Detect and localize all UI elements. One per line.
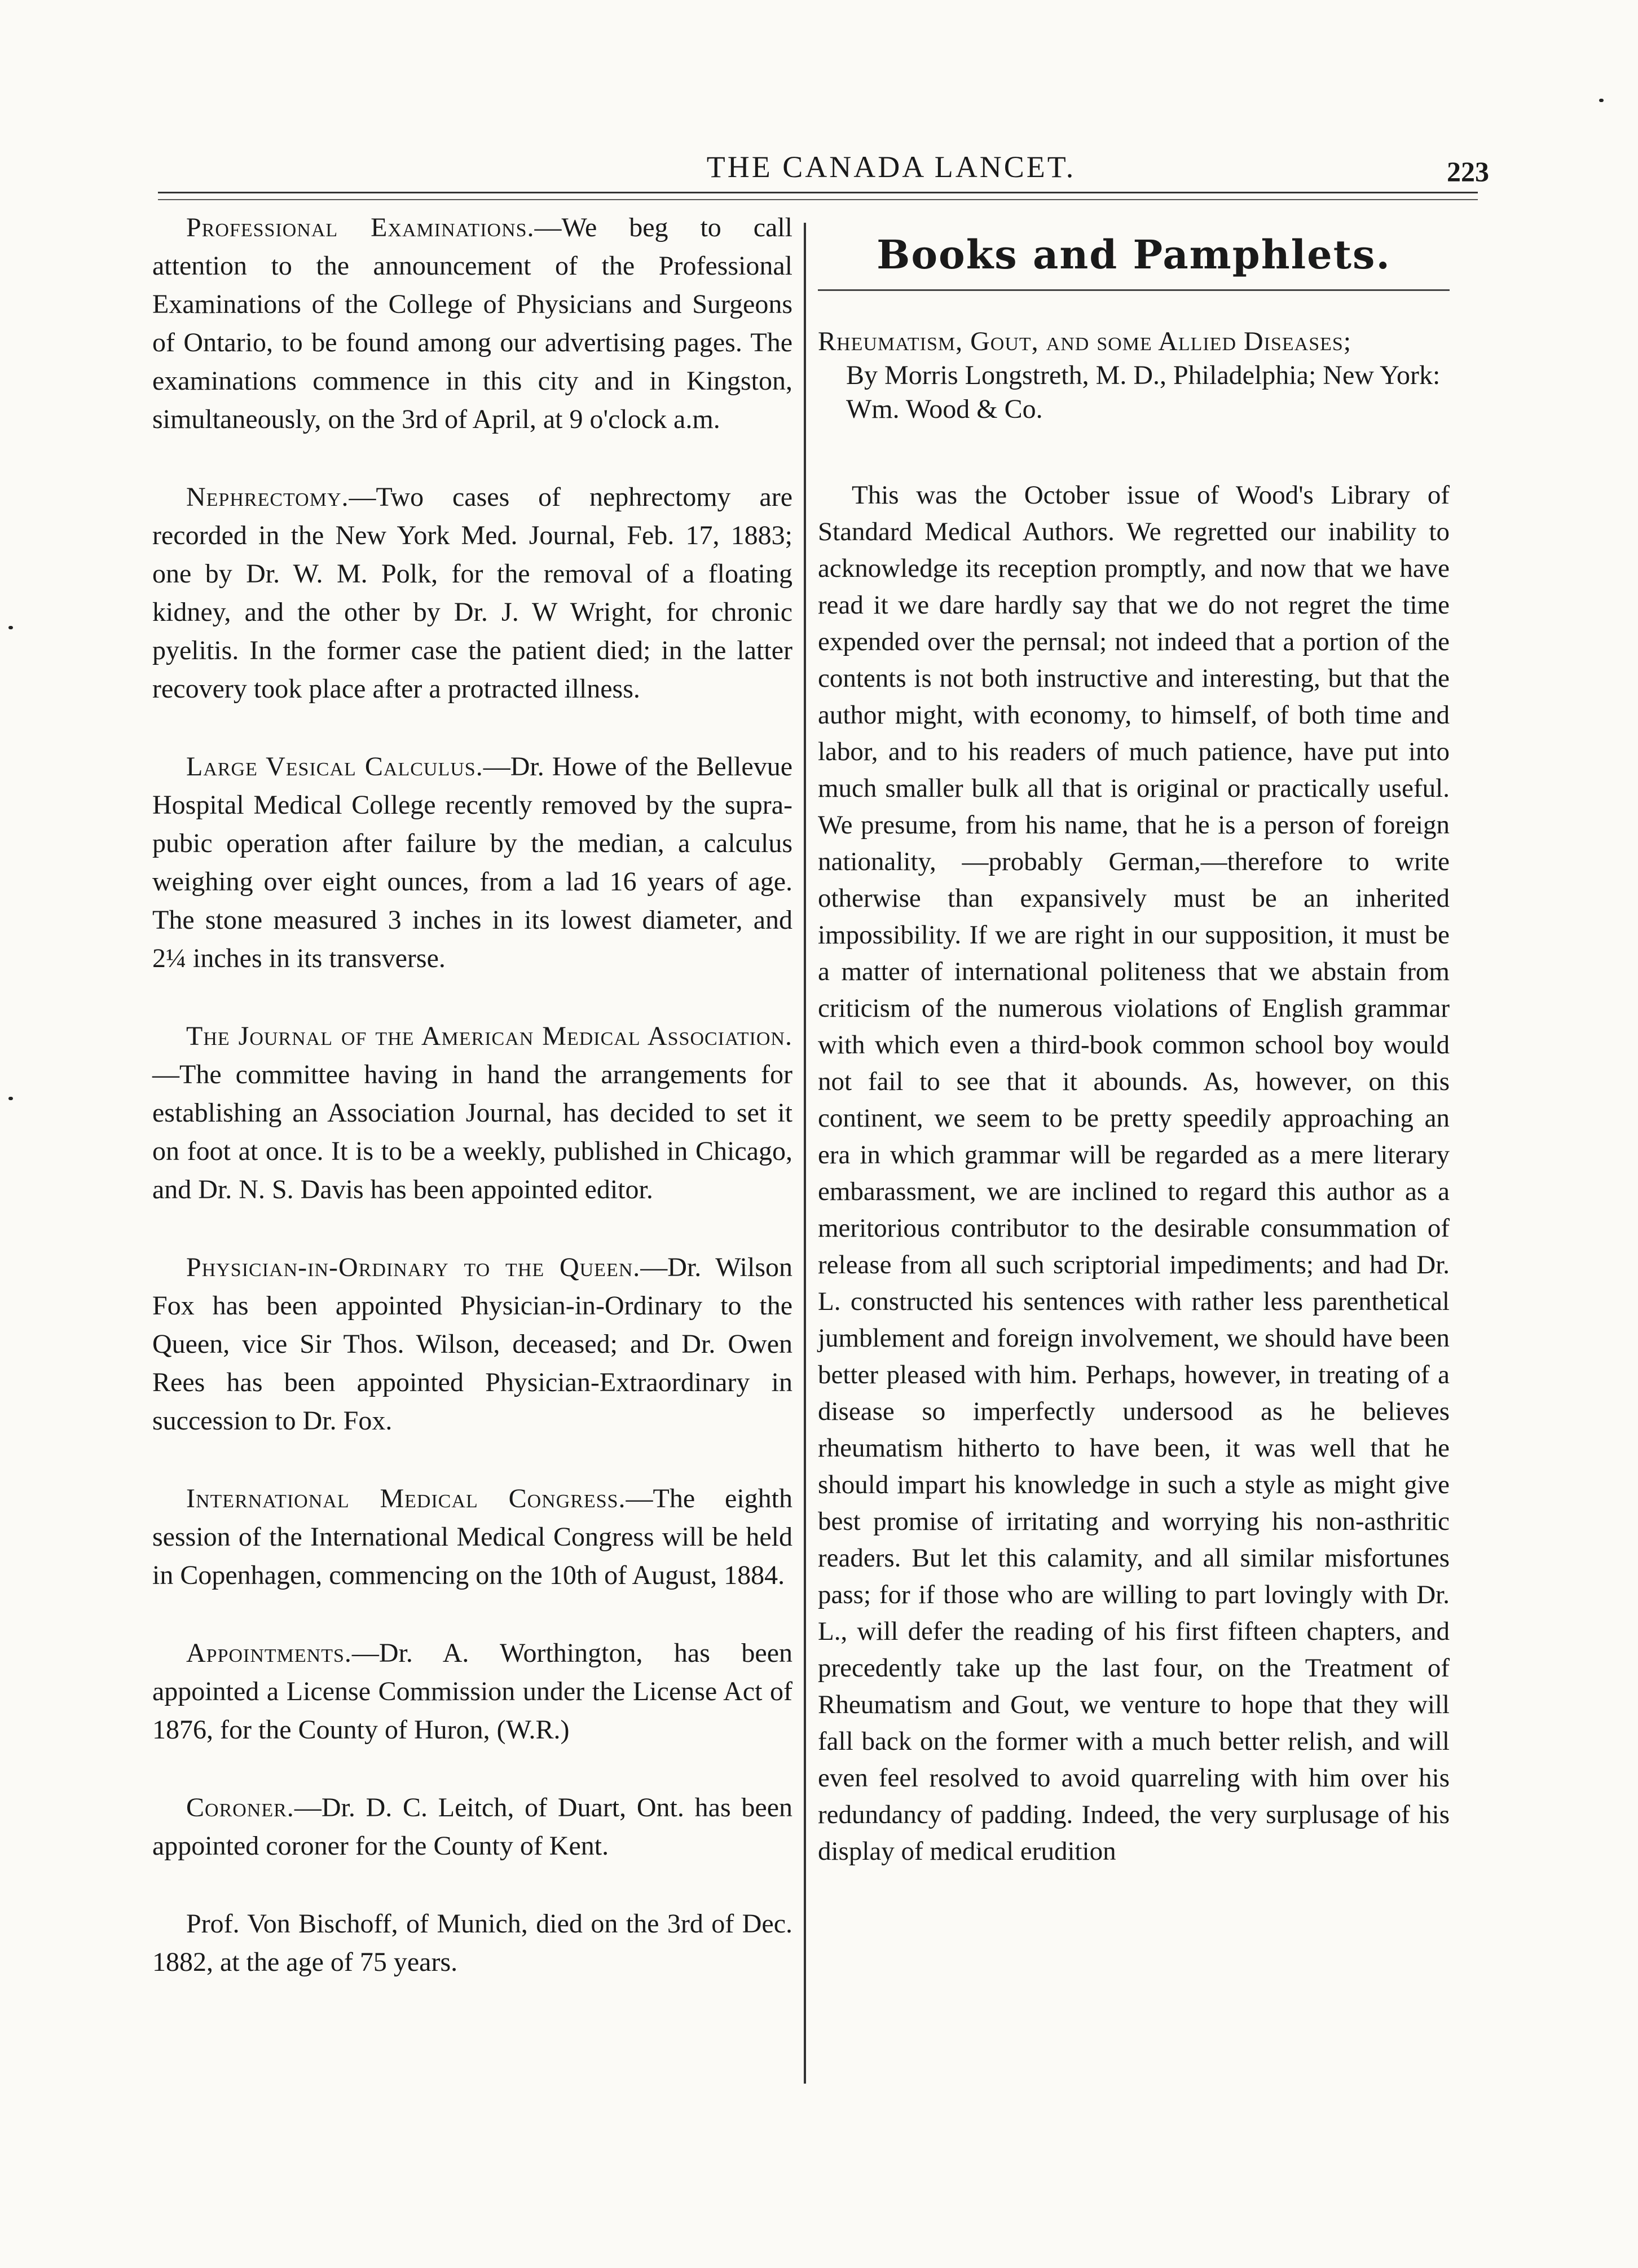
item-text: —Dr. Howe of the Bellevue Hospital Medical College recently removed by the supra-pubic operation after failure by the median, a calculus weighing over eight ounces, from a lad 16 years of age. The stone measured 3 inches in its lowest diameter, and 2¼ inches in its transverse. [152,752,792,973]
item-text: —We beg to call attention to the announcement of the Professional Examinations of the College of Physicians and Surgeons of Ontario, to be found among our advertising pages. The examinations commence in this city and in Kingston, simultaneously, on the 3rd of April, at 9 o'clock a.m. [152,213,792,434]
news-item-ama-journal [152,1017,792,1209]
item-text: —The eighth session of the International Medical Congress will be held in Copenhagen, commencing on the 10th of August, 1884. [152,1484,792,1590]
section-heading: Books and Pamphlets. [877,231,1391,278]
item-head: Physician-in-Ordinary to the Queen. [186,1252,641,1282]
column-divider [804,223,806,2084]
news-item-physician-to-queen [152,1248,792,1440]
item-head: Nephrectomy. [186,482,349,512]
news-item-professional-examinations [152,209,792,439]
item-head: Large Vesical Calculus. [186,752,483,782]
print-speck [1599,99,1604,102]
page-header [158,149,1489,195]
right-column [818,226,1450,1870]
print-speck [8,626,13,629]
item-text: —Dr. Wilson Fox has been appointed Physician-in-Ordinary to the Queen, vice Sir Thos. Wilson, deceased; and Dr. Owen Rees has been appointed Physician-Extraordinary in succession to Dr. Fox. [152,1252,792,1436]
news-item-nephrectomy [152,478,792,708]
item-text: Prof. Von Bischoff, of Munich, died on the 3rd of Dec. 1882, at the age of 75 years. [152,1909,792,1977]
item-text: —Dr. A. Worthington, has been appointed a License Commission under the License Act of 1876, for the County of Huron, (W.R.) [152,1638,792,1745]
item-text: —Dr. D. C. Leitch, of Duart, Ont. has been appointed coroner for the County of Kent. [152,1793,792,1861]
left-column [152,209,792,2021]
book-publication: By Morris Longstreth, M. D., Philadelphia; New York: Wm. Wood & Co. [846,360,1441,424]
item-head: The Journal of the American Medical Association. [186,1021,792,1051]
book-review: This was the October issue of Wood's Library of Standard Medical Authors. We regretted our inability to acknowledge its reception promptly, and now that we have read it we dare hardly say that we do not regret the time expended over the pernsal; not indeed that a portion of the contents is not both instructive and interesting, but that the author might, with economy, to himself, of both time and labor, and to his readers of much patience, have put into much smaller bulk all that is original or practically useful. We presume, from his name, that he is a person of foreign nationality, —probably German,—therefore to write otherwise than expansively must be an inherited impossibility. If we are right in our supposition, it must be a matter of international politeness that we abstain from criticism of the numerous violations of English grammar with which even a third-book common school boy would not fail to see that it abounds. As, however, on this continent, we seem to be pretty speedily approaching an era in which grammar will be regarded as a mere literary embarassment, we are inclined to regard this author as a meritorious contributor to the desirable consummation of release from all such scriptorial impediments; and had Dr. L. constructed his sentences with rather less parenthetical jumblement and foreign involvement, we should have been better pleased with him. Perhaps, however, in treating of a disease so imperfectly undersood as he believes rheumatism hitherto to have been, it was well that he should impart his knowledge in such a style as might give best promise of irritating and worrying his non-asthritic readers. But let this calamity, and all similar misfortunes pass; for if those who are willing to part lovingly with Dr. L., will defer the reading of his first fifteen chapters, and precedently take up the last four, on the Treatment of Rheumatism and Gout, we venture to hope that they will fall back on the former with a much better relish, and will even feel resolved to avoid quarreling with him over his redundancy of padding. Indeed, the very surplusage of his display of medical erudition [818,480,1450,1866]
item-head: International Medical Congress. [186,1484,626,1514]
item-head: Appointments. [186,1638,352,1668]
item-text: —The committee having in hand the arrangements for establishing an Association Journal, has decided to set it on foot at once. It is to be a weekly, published in Chicago, and Dr. N. S. Davis has been appointed editor. [152,1060,792,1204]
news-item-medical-congress [152,1480,792,1595]
news-item-vesical-calculus [152,748,792,978]
journal-title: THE CANADA LANCET. [706,150,1076,184]
news-item-von-bischoff [152,1905,792,1982]
item-head: Professional Examinations. [186,213,535,242]
book-citation [818,325,1450,426]
item-text: —Two cases of nephrectomy are recorded in the New York Med. Journal, Feb. 17, 1883; one by Dr. W. M. Polk, for the removal of a floating kidney, and the other by Dr. J. W Wright, for chronic pyelitis. In the former case the patient died; in the latter recovery took place after a protracted illness. [152,482,792,704]
news-item-coroner [152,1789,792,1865]
header-rule [158,192,1478,200]
page-number: 223 [1447,156,1489,187]
item-head: Coroner. [186,1793,294,1823]
print-speck [8,1097,13,1100]
section-rule [818,289,1450,291]
news-item-appointments [152,1634,792,1749]
book-title: Rheumatism, Gout, and some Allied Diseases; [818,326,1352,356]
